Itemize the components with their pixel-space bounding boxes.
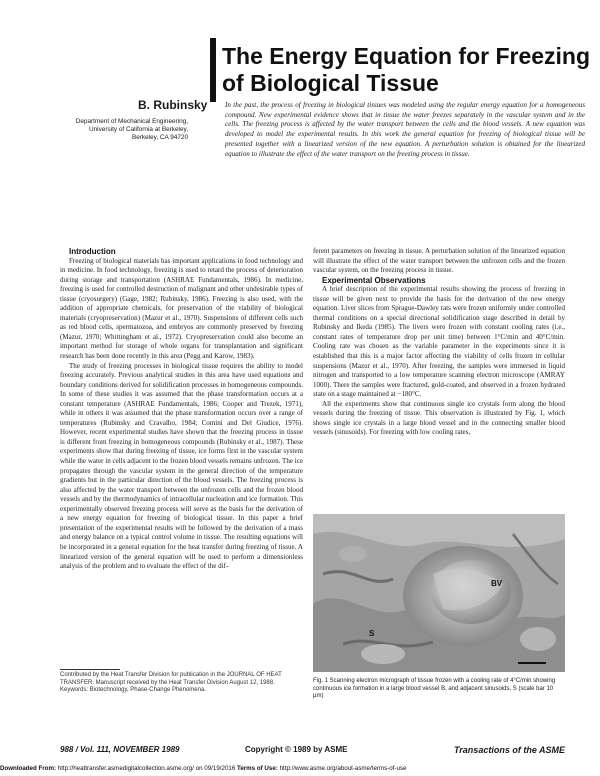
paragraph: A brief description of the experimental results showing the process of freezing in tissue will be given next to provide the basis for the derivation of the new energy equation. Liver slices from Sprague-Dawley rats were frozen uniformly under controlled thermal conditions on a special directional solidification stage described in detail by Rubinsky and Ikeda (1985). The livers were frozen with constant cooling rates (i.e., constant rates of temperature drop per unit time) between 1°C/min and 40°C/min. Cooling rate was chosen as the variable parameter in the experiments since it is established that this is a major factor affecting the viability of cells frozen in cellular suspensions (Mazur et al., 1970). After freezing, the samples were immersed in liquid nitrogen and transported to a low temperature scanning electron microscope (AMRAY 1000). There the samples were fractured, gold-coated, and observed in a frozen hydrated state on a stage maintained at −180°C. [313,285,565,399]
footer-journal: Transactions of the ASME [453,745,565,755]
abstract: In the past, the process of freezing in biological tissues was modeled using the regular energy equation for a homogeneous compound. New experimental evidence shows that in tissue the water freezes separately in the vascular system and in the cells. The freezing process is affected by the water transport between the cells and the blood vessels. A new equation was developed to model the experimental results. In this work the general equation for freezing of biological tissue will be presented together with a linearized version of the new equation. A perturbation solution is obtained for the linearized equation to illustrate the effect of the water transport on the freezing process in tissue. [225,101,585,158]
paragraph: All the experiments show that continuous single ice crystals form along the blood vessels during the freezing of tissue. This observation is illustrated by Fig. 1, which shows single ice crystals in a large blood vessel and in the connecting smaller blood vessels (sinusoids). For freezing with low cooling rates, [313,399,565,437]
affiliation-line: Department of Mechanical Engineering, [75,118,188,125]
footer-page-info: 988 / Vol. 111, NOVEMBER 1989 [60,745,180,754]
paragraph-continuation: ferent parameters on freezing in tissue. A perturbation solution of the linearized equation will illustrate the effect of the water transport between the unfrozen cells and the frozen vascular system, on the freezing process in tissue. [313,247,565,275]
affiliation-line: Berkeley, CA 94720 [131,134,188,142]
terms-url[interactable]: http://www.asme.org/about-asme/terms-of-use [279,765,407,772]
terms-label: Terms of Use: [237,765,278,772]
section-heading-experimental: Experimental Observations [322,275,426,285]
paragraph: The study of freezing processes in biological tissue requires the ability to model freezing accurately. Previous analytical studies in this area have used equations and boundary conditions derived for solidification processes in homogeneous compounds. In some of these studies it was assumed that the phase transformation occurs at a constant temperature (ASHRAE Fundamentals, 1986; Cooper and Trezek, 1971), while in others it was assumed that the phase transformation occurs over a range of temperatures (Rubinsky and Cravalho, 1984; Comini and Del Giudice, 1976). However, recent experimental studies have shown that the freezing process in tissue is different from freezing in homogeneous compounds (Rubinsky et al., 1987). These experiments show that during freezing of tissue, ice forms first in the vascular system while the water in cells adjacent to the frozen blood vessels remains unfrozen. The ice propagates through the vascular system in the general direction of the temperature gradients but in the particular direction of the blood vessels. The freezing process is also affected by the water transport between the unfrozen cells and the frozen blood vessels and by the thermodynamics of intracellular nucleation and ice formation. This experimentally observed freezing process will serve as the basis for the derivation of a new energy equation for freezing of biological tissue. In this paper a brief presentation of the experimental results will be followed by the derivation of a mass and energy balance on a typical control volume in tissue. The resulting equations will be incorporated in a general equation for the heat transfer during freezing of tissue. A linearized version of the general equation will be used to perform a dimensionless analysis of the problem and to evaluate the effect of the dif- [60,361,303,571]
column-left [60,247,303,572]
title-accent-bar [210,38,216,102]
figure-label-bv: BV [491,579,503,588]
affiliation-line: University of California at Berkeley, [89,126,188,134]
download-notice [0,765,600,772]
download-label: Downloaded From: [0,765,57,772]
figure-caption: Fig. 1 Scanning electron micrograph of tissue frozen with a cooling rate of 4°C/min showing continuous ice formation in a large blood vessel B, and adjacent sinusoids, S (scale bar 10 μm) [313,678,556,700]
download-url[interactable]: http://heattransfer.asmedigitalcollection.asme.org/ [57,765,194,772]
footnote-divider [60,669,120,670]
scale-bar [518,662,546,664]
figure-1-micrograph [313,514,565,672]
title-line-2: of Biological Tissue [222,70,439,96]
figure-label-s: S [369,629,375,638]
download-date: on 09/19/2016 [195,765,236,772]
page-footer [60,745,565,757]
section-heading-introduction: Introduction [69,247,116,256]
column-right [313,247,565,438]
micrograph-image [313,514,565,672]
footnote: Contributed by the Heat Transfer Division for publication in the JOURNAL OF HEAT TRANSFER. Manuscript received by the Heat Transfer Division August 12, 1988. Keywords: Biotechnology, Phase-Change Phenomena. [60,672,282,693]
author-affiliation [50,118,188,143]
article-title [222,43,592,97]
paragraph: Freezing of biological materials has important applications in food technology and in medicine. In food technology, freezing is used to retard the process of deterioration during storage and transportation (ASHRAE Fundamentals, 1986). In medicine, freezing is used for controlled destruction of malignant and other undesirable types of tissue (cryosurgery) (Gage, 1982; Rubinsky, 1986). Freezing is also used, with the addition of appropriate chemicals, for preservation of the viability of biological materials (cryopreservation) (Mazur et al., 1970). Suspensions of different cells such as red blood cells, spermatozoa, and embryos are commonly preserved by freezing (Mazur, 1970; Whittingham et al., 1972). Cryopreservation could also become an important method for storage of whole organs for transplantation and significant research has been done recently in this area (Pegg and Karow, 1983). [60,256,303,361]
footer-copyright: Copyright © 1989 by ASME [245,745,348,754]
title-line-1: The Energy Equation for Freezing [222,43,591,69]
author-name: B. Rubinsky [138,98,208,112]
